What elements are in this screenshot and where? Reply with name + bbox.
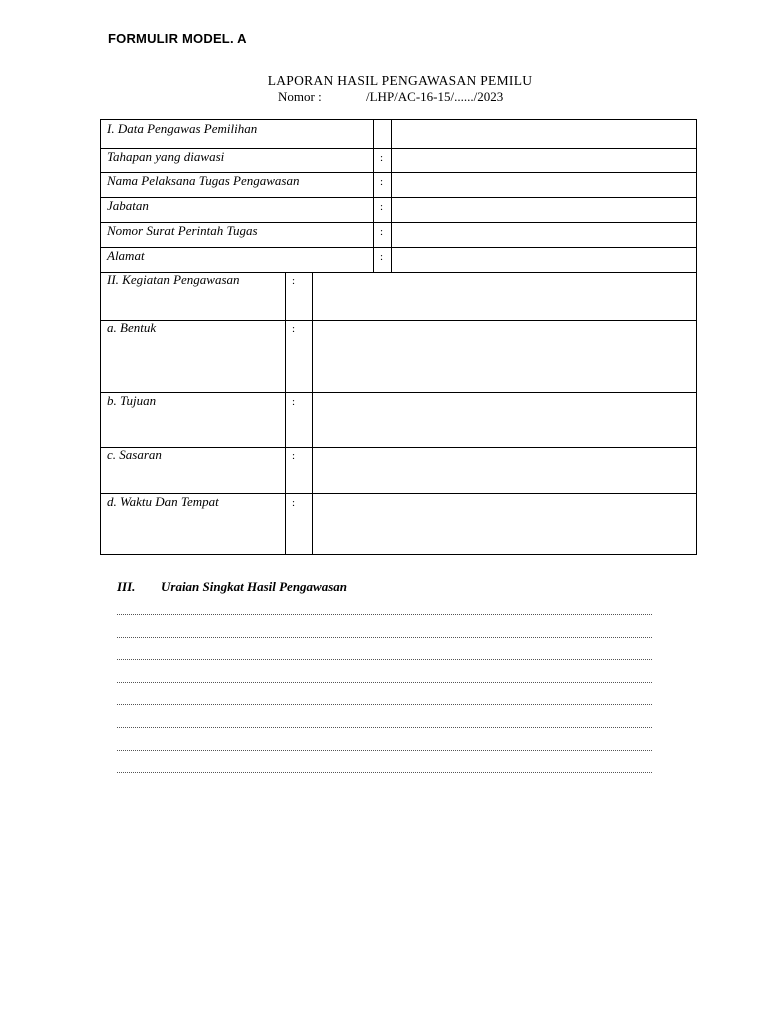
row-colon: :	[292, 275, 296, 287]
row-label-kegiatan: II. Kegiatan Pengawasan	[107, 272, 240, 287]
column-divider	[285, 272, 286, 555]
dotted-line	[117, 704, 652, 705]
row-label-nama-pelaksana: Nama Pelaksana Tugas Pengawasan	[107, 173, 300, 188]
dotted-line	[117, 727, 652, 728]
row-colon: :	[292, 323, 296, 335]
row-divider	[100, 447, 697, 448]
row-divider	[100, 392, 697, 393]
column-divider	[312, 272, 313, 555]
row-divider	[100, 320, 697, 321]
row-label-tujuan: b. Tujuan	[107, 393, 157, 408]
column-divider	[391, 119, 392, 272]
section-number: III.	[117, 579, 136, 594]
row-label-alamat: Alamat	[107, 248, 145, 263]
dotted-line	[117, 750, 652, 751]
row-label-bentuk: a. Bentuk	[107, 320, 157, 335]
dotted-line	[117, 772, 652, 773]
section-title: Uraian Singkat Hasil Pengawasan	[161, 579, 348, 594]
report-title: LAPORAN HASIL PENGAWASAN PEMILU	[267, 73, 533, 88]
row-divider	[100, 197, 697, 198]
row-colon: :	[380, 201, 384, 213]
row-label-nomor-surat: Nomor Surat Perintah Tugas	[107, 223, 258, 238]
row-label-jabatan: Jabatan	[107, 198, 149, 213]
row-label-waktu-tempat: d. Waktu Dan Tempat	[107, 494, 219, 509]
row-colon: :	[292, 450, 296, 462]
row-colon: :	[380, 251, 384, 263]
column-divider	[373, 119, 374, 272]
row-label-data-pengawas: I. Data Pengawas Pemilihan	[107, 121, 258, 136]
row-divider	[100, 247, 697, 248]
row-colon: :	[380, 152, 384, 164]
nomor-value: /LHP/AC-16-15/....../2023	[366, 89, 504, 104]
row-colon: :	[292, 497, 296, 509]
dotted-line	[117, 614, 652, 615]
form-model-label: FORMULIR MODEL. A	[108, 31, 247, 46]
nomor-label: Nomor :	[278, 89, 322, 104]
row-colon: :	[292, 396, 296, 408]
row-label-sasaran: c. Sasaran	[107, 447, 162, 462]
dotted-line	[117, 682, 652, 683]
row-colon: :	[380, 226, 384, 238]
dotted-line	[117, 659, 652, 660]
row-colon: :	[380, 176, 384, 188]
row-label-tahapan: Tahapan yang diawasi	[107, 149, 225, 164]
dotted-line	[117, 637, 652, 638]
